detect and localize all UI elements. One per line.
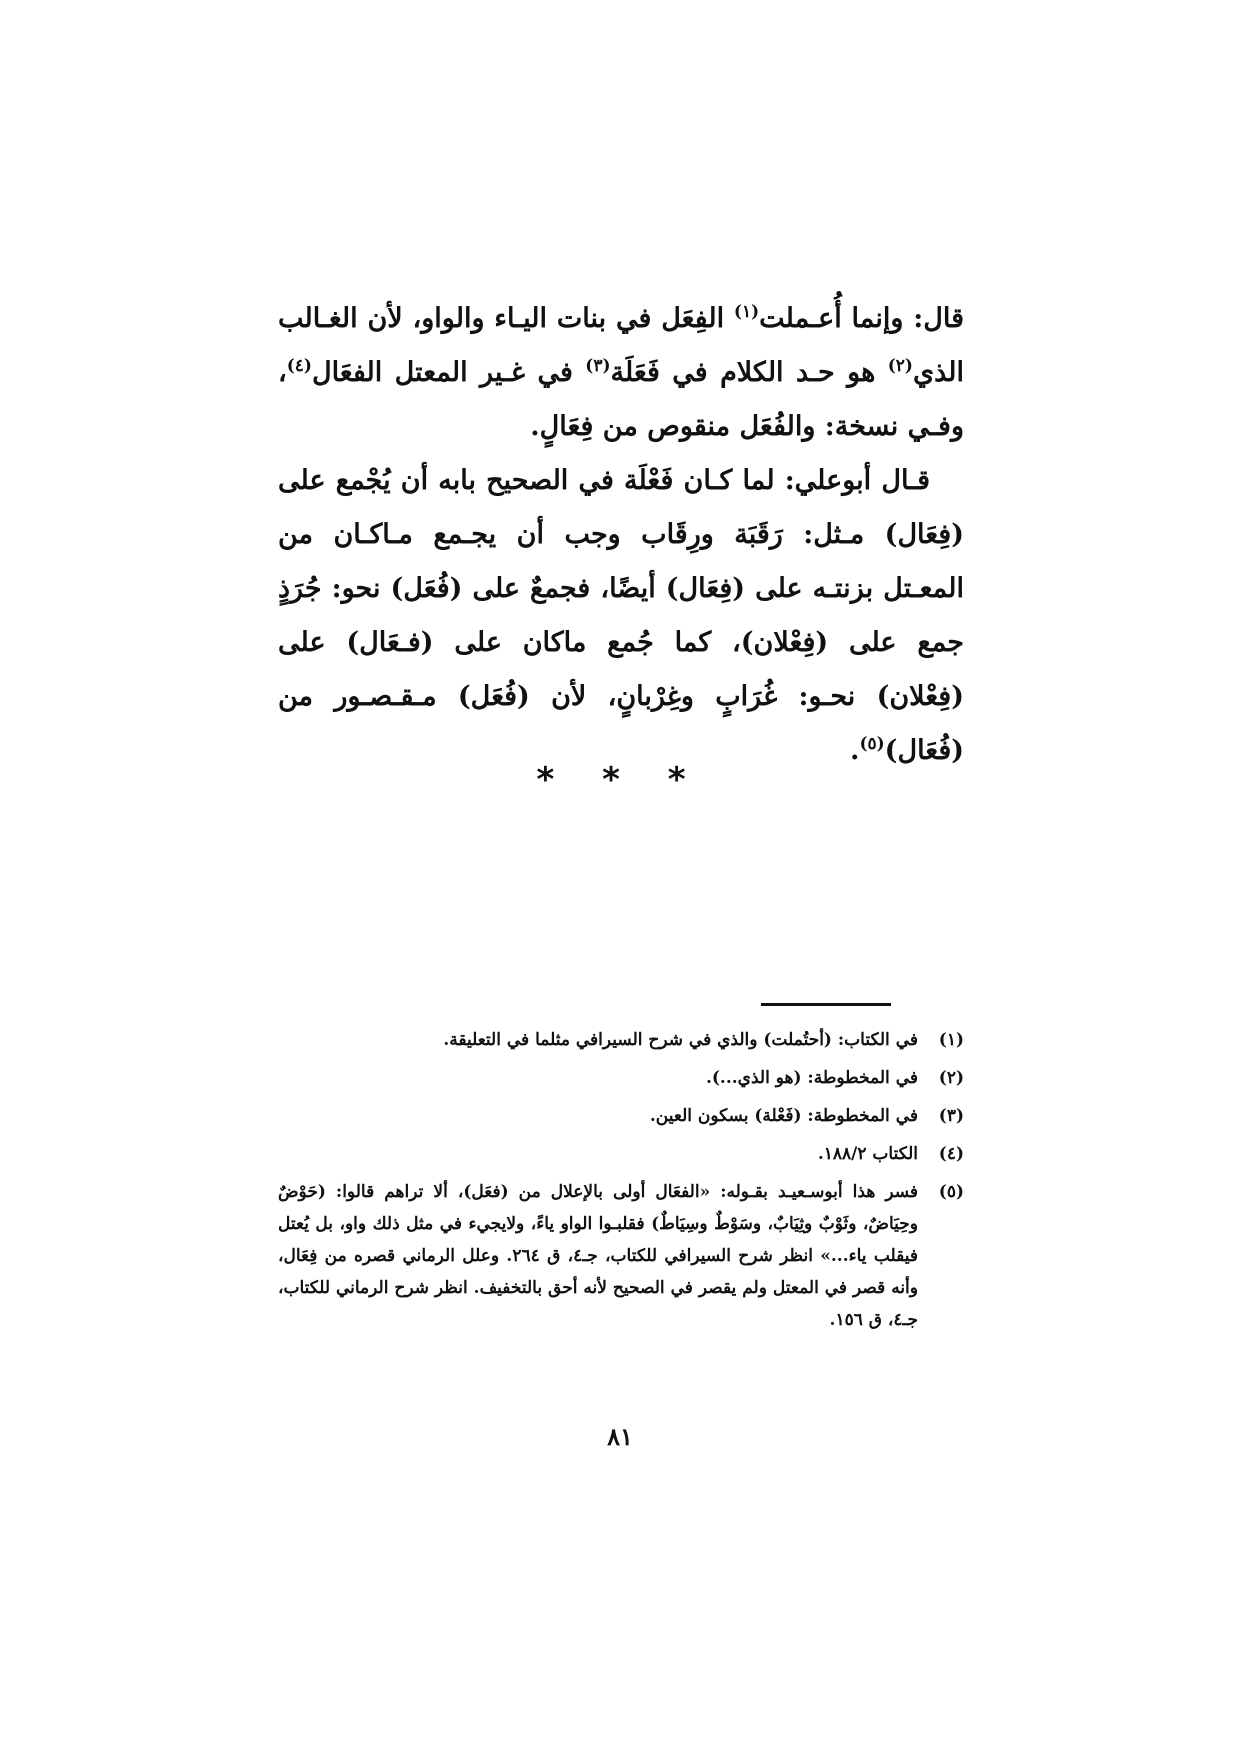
footnote-text: في المخطوطة: (هو الذي...). <box>705 1068 918 1088</box>
footnotes-block <box>278 1024 964 1342</box>
paragraph-2-end: . <box>850 735 860 766</box>
footnote-ref-3: (٣) <box>585 356 611 376</box>
footnote-item <box>278 1138 964 1170</box>
paragraph-2 <box>278 454 964 778</box>
footnote-number: (٤) <box>938 1144 964 1164</box>
paragraph-1-text-b: الفِعَل في بنات اليـاء والواو، لأن الغـالب الذي <box>278 303 964 388</box>
footnote-text: فسر هذا أبوسـعيـد بقـوله: «الفعَال أولى بالإعلال من (فعَل)، ألا تراهم قالوا: (حَوْضٌ وحِيَاضٌ، وثَوْبٌ وثِيَابٌ، وسَوْطٌ وسِيَاطٌ) فقلبـوا الواو ياءً، ولايجيء في مثل ذلك واو، بل يُعتل فيقلب ياء...» انظر شرح السيرافي للكتاب، جـ٤، ق ٢٦٤. وعلل الرماني قصره من فِعَال، وأنه قصر في المعتل ولم يقصر في الصحيح لأنه أحق بالتخفيف. انظر شرح الرماني للكتاب، جـ٤، ق ١٥٦. <box>278 1182 919 1330</box>
paragraph-1 <box>278 292 964 454</box>
footnote-number: (١) <box>938 1030 964 1050</box>
paragraph-1-text-a: وإنما أُعـملت <box>759 303 914 334</box>
footnote-item <box>278 1100 964 1132</box>
footnote-item <box>278 1062 964 1094</box>
main-text-block <box>278 292 964 778</box>
footnote-ref-4: (٤) <box>286 356 312 376</box>
footnote-item <box>278 1176 964 1336</box>
paragraph-1-text-d: في غـير المعتل الفعَال <box>311 357 586 388</box>
footnote-ref-5: (٥) <box>859 734 885 754</box>
footnote-text: الكتاب ١٨٨/٢. <box>817 1144 918 1164</box>
page-number: ٨١ <box>607 1422 633 1451</box>
paragraph-2-text: قـال أبوعلي: لما كـان فَعْلَة في الصحيح بابه أن يُجْمع على (فِعَال) مـثل: رَقَبَة ورِقَاب وجب أن يجـمع مـاكـان من المعـتل بزنتـه على (فِعَال) أيضًا، فجمعٌ على (فُعَل) نحو: جُرَذٍ جمع على (فِعْلان)، كما جُمع ماكان على (فـعَال) على (فِعْلان) نحـو: غُرَابٍ وغِرْبانٍ، لأن (فُعَل) مـقـصـور من (فُعَال) <box>278 465 964 766</box>
footnote-ref-2: (٢) <box>887 356 913 376</box>
lead-word-qal: قال: <box>913 303 964 334</box>
footnote-text: في المخطوطة: (فَعْلة) بسكون العين. <box>649 1106 918 1126</box>
footnote-ref-1: (١) <box>733 302 760 322</box>
footnote-text: في الكتاب: (أحتُملت) والذي في شرح السيرافي مثلما في التعليقة. <box>443 1030 918 1050</box>
paragraph-1-text-e: ، وفـي نسخة: والفُعَل منقوص من فِعَالٍ. <box>278 357 964 442</box>
section-separator-stars: * * * <box>536 760 704 800</box>
footnote-item <box>278 1024 964 1056</box>
footnote-number: (٣) <box>938 1106 964 1126</box>
paragraph-1-text-c: هو حـد الكلام في فَعَلَة <box>610 357 888 388</box>
footnote-number: (٥) <box>938 1182 964 1202</box>
footnote-number: (٢) <box>938 1068 964 1088</box>
footnote-divider <box>761 1003 891 1006</box>
